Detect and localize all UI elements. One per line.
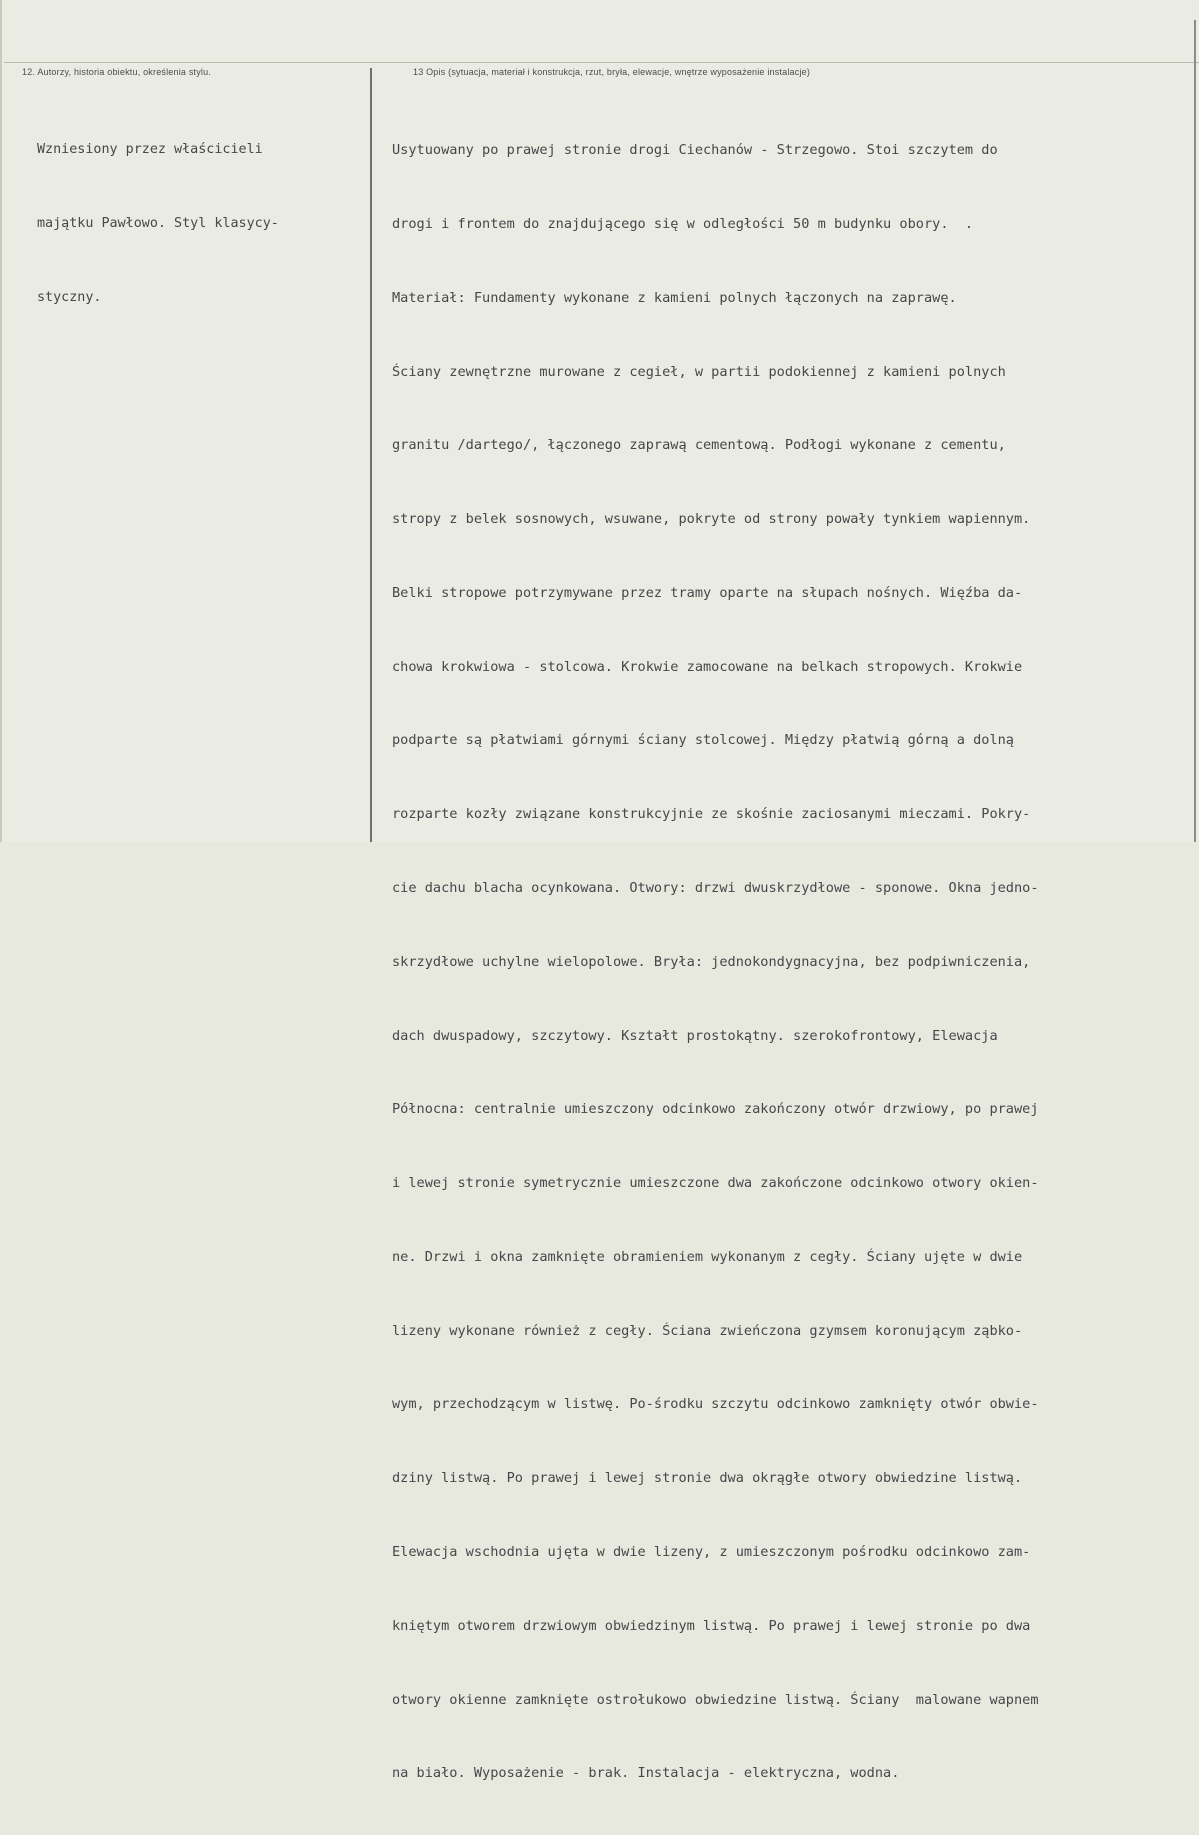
section-13-line: Północna: centralnie umieszczony odcinkowo zakończony otwór drzwiowy, po prawej	[392, 1101, 1039, 1118]
column-divider	[370, 68, 372, 842]
section-13-line: drogi i frontem do znajdującego się w odległości 50 m budynku obory. .	[392, 215, 974, 232]
section-13-line: wym, przechodzącym w listwę. Po-środku szczytu odcinkowo zamknięty otwór obwie-	[392, 1396, 1039, 1413]
section-13-text	[392, 89, 1039, 1835]
section-13-line: i lewej stronie symetrycznie umieszczone dwa zakończone odcinkowo otwory okien-	[392, 1175, 1039, 1192]
section-13-line: ne. Drzwi i okna zamknięte obramieniem wykonanym z cegły. Ściany ujęte w dwie	[392, 1248, 1023, 1265]
section-12-text	[37, 89, 279, 360]
section-13-line: Belki stropowe potrzymywane przez tramy oparte na słupach nośnych. Więźba da-	[392, 584, 1023, 601]
section-13-line: dach dwuspadowy, szczytowy. Kształt prostokątny. szerokofrontowy, Elewacja	[392, 1027, 998, 1044]
section-13-line: na biało. Wyposażenie - brak. Instalacja - elektryczna, wodna.	[392, 1765, 900, 1782]
header-rule	[4, 62, 1199, 63]
section-13-line: stropy z belek sosnowych, wsuwane, pokryte od strony powały tynkiem wapiennym.	[392, 511, 1031, 528]
section-13-line: Usytuowany po prawej stronie drogi Ciechanów - Strzegowo. Stoi szczytem do	[392, 142, 998, 159]
section-13-line: skrzydłowe uchylne wielopolowe. Bryła: jednokondygnacyjna, bez podpiwniczenia,	[392, 953, 1031, 970]
section-13-line: podparte są płatwiami górnymi ściany stolcowej. Między płatwią górną a dolną	[392, 732, 1014, 749]
section-12-line: styczny.	[37, 289, 102, 305]
section-13-line: chowa krokwiowa - stolcowa. Krokwie zamocowane na belkach stropowych. Krokwie	[392, 658, 1023, 675]
section-13-line: Ściany zewnętrzne murowane z cegieł, w partii podokiennej z kamieni polnych	[392, 363, 1006, 380]
section-13-line: otwory okienne zamknięte ostrołukowo obwiedzine listwą. Ściany malowane wapnem	[392, 1691, 1039, 1708]
section-12-label: 12. Autorzy, historia obiektu, określenia stylu.	[22, 67, 212, 77]
section-13-line: lizeny wykonane również z cegły. Ściana zwieńczona gzymsem koronującym ząbko-	[392, 1322, 1023, 1339]
section-13-line: kniętym otworem drzwiowym obwiedzinym listwą. Po prawej i lewej stronie po dwa	[392, 1617, 1031, 1634]
section-13-line: granitu /dartego/, łączonego zaprawą cementową. Podłogi wykonane z cementu,	[392, 437, 1006, 454]
section-13-label: 13 Opis (sytuacja, materiał i konstrukcja, rzut, bryła, elewacje, wnętrze wyposażenie instalacje)	[413, 67, 811, 77]
card-right-edge	[1194, 20, 1196, 842]
section-13-line: Elewacja wschodnia ujęta w dwie lizeny, z umieszczonym pośrodku odcinkowo zam-	[392, 1544, 1031, 1561]
section-13-line: dziny listwą. Po prawej i lewej stronie dwa okrągłe otwory obwiedzine listwą.	[392, 1470, 1023, 1487]
section-13-line: Materiał: Fundamenty wykonane z kamieni polnych łączonych na zaprawę.	[392, 289, 957, 306]
section-12-line: Wzniesiony przez właścicieli	[37, 142, 263, 158]
section-12-line: majątku Pawłowo. Styl klasycy-	[37, 215, 279, 231]
section-13-line: rozparte kozły związane konstrukcyjnie ze skośnie zaciosanymi mieczami. Pokry-	[392, 806, 1031, 823]
section-13-line: cie dachu blacha ocynkowana. Otwory: drzwi dwuskrzydłowe - sponowe. Okna jedno-	[392, 880, 1039, 896]
